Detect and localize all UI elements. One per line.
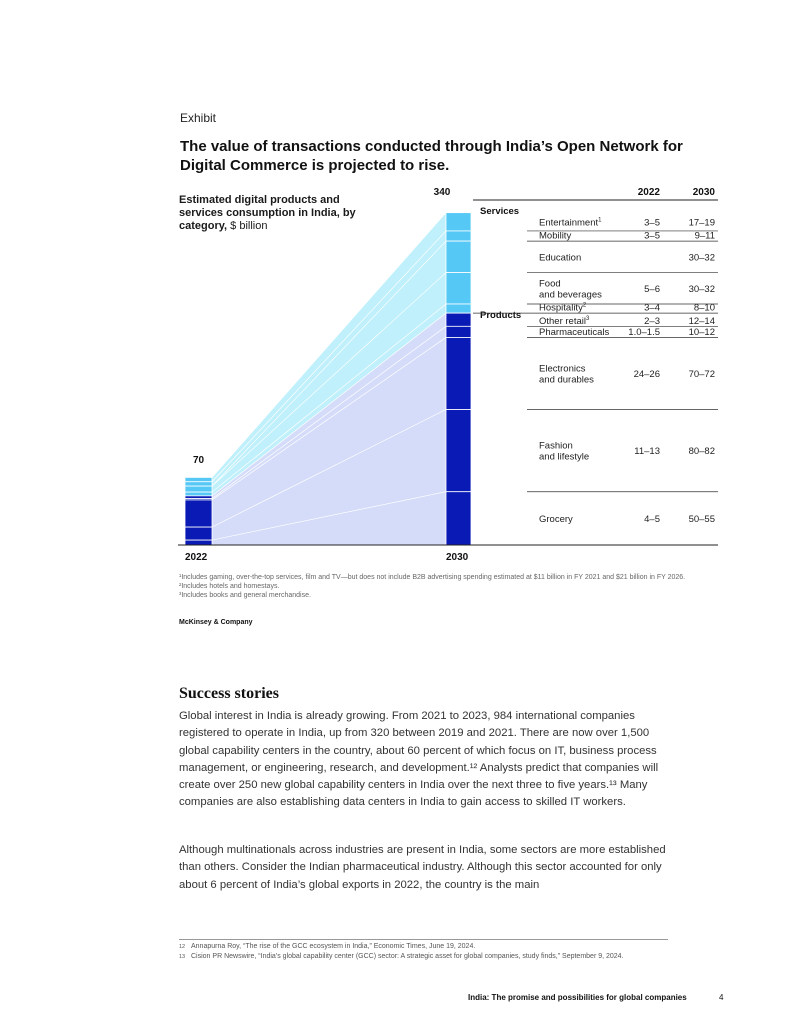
value-2030-3: 30–32 xyxy=(688,252,715,264)
exhibit-title: The value of transactions conducted through India’s Open Network for Digital Commerce is projected to rise. xyxy=(180,138,683,174)
row-label-2 xyxy=(539,231,571,242)
column-header-2022: 2022 xyxy=(637,187,660,198)
chart-subtitle-unit: $ billion xyxy=(227,220,268,232)
row-label-line: and lifestyle xyxy=(539,451,590,463)
row-label-line: and beverages xyxy=(539,289,602,301)
bar-2030-segment-5 xyxy=(446,304,471,313)
row-label-line: Electronics xyxy=(539,363,586,375)
row-label-footnote-mark: 3 xyxy=(586,315,590,322)
bar-2030-segment-7 xyxy=(446,326,471,337)
row-label-line: Grocery xyxy=(539,513,573,525)
row-label-footnote-mark: 2 xyxy=(582,302,587,309)
source-label: McKinsey & Company xyxy=(179,619,253,626)
row-label-line: Other retail xyxy=(539,315,586,327)
endnote-text: Cision PR Newswire, “India’s global capability center (GCC) sector: A strategic asset for global companies, study finds,” September 9, 2024. xyxy=(191,953,624,960)
value-2030-1: 17–19 xyxy=(688,217,715,229)
row-label-5 xyxy=(539,303,587,314)
bar-2030-segment-4 xyxy=(446,273,471,304)
footnote-3: ³Includes books and general merchandise. xyxy=(179,592,311,599)
value-2030-2: 9–11 xyxy=(694,230,715,242)
row-label-line: Mobility xyxy=(539,230,572,242)
bar-2022-segment-10 xyxy=(185,540,212,545)
row-label-line: Pharmaceuticals xyxy=(539,326,610,338)
endnote-text: Annapurna Roy, “The rise of the GCC ecosystem in India,” Economic Times, June 19, 2024. xyxy=(191,943,476,950)
x-axis-label-2022: 2022 xyxy=(185,552,208,563)
value-2022-7: 1.0–1.5 xyxy=(628,326,660,338)
bar-2022-segment-2 xyxy=(185,482,212,486)
row-label-7 xyxy=(539,327,609,338)
value-2022-10: 4–5 xyxy=(644,513,660,525)
page-number: 4 xyxy=(719,993,724,1002)
row-label-footnote-mark: 1 xyxy=(598,217,602,224)
value-2022-6: 2–3 xyxy=(644,315,660,327)
row-label-8 xyxy=(539,364,594,386)
x-axis-label-2030: 2030 xyxy=(446,552,469,563)
value-2022-4: 5–6 xyxy=(644,283,660,295)
bar-2030-segment-1 xyxy=(446,213,471,231)
row-label-3 xyxy=(539,252,581,263)
value-2022-9: 11–13 xyxy=(634,446,660,458)
row-label-4 xyxy=(539,278,602,300)
value-2022-5: 3–4 xyxy=(644,302,660,314)
footnote-1: ¹Includes gaming, over-the-top services, film and TV—but does not include B2B advertising spending estimated at $11 billion in FY 2021 and $21 billion in FY 2026. xyxy=(179,574,686,581)
chart-footnotes xyxy=(179,573,699,600)
endnote-number: 13 xyxy=(179,954,186,960)
value-2030-8: 70–72 xyxy=(688,369,715,381)
footer-title: India: The promise and possibilities for global companies xyxy=(468,993,687,1002)
bar-2022-segment-1 xyxy=(185,477,212,481)
row-label-1 xyxy=(539,217,602,228)
bar-2030-segment-2 xyxy=(446,231,471,241)
endnote-12 xyxy=(179,942,669,952)
bar-2022-segment-4 xyxy=(185,486,212,492)
bar-2030-segment-10 xyxy=(446,492,471,545)
value-2022-2: 3–5 xyxy=(644,230,660,242)
bar-2022-segment-8 xyxy=(185,500,212,527)
row-label-10 xyxy=(539,514,573,525)
row-label-line: Fashion xyxy=(539,440,573,452)
endnote-divider xyxy=(179,939,668,940)
row-label-line: Entertainment xyxy=(539,217,599,229)
chart-subtitle-bold: Estimated digital products and services consumption in India, by category, xyxy=(179,194,356,232)
total-label-2022: 70 xyxy=(192,455,205,466)
section-heading: Success stories xyxy=(179,685,279,702)
group-label-products: Products xyxy=(480,310,522,321)
bar-2022-segment-6 xyxy=(185,496,212,499)
group-label-services: Services xyxy=(480,206,520,217)
bar-2030-segment-8 xyxy=(446,337,471,409)
endnote-number: 12 xyxy=(179,944,186,950)
endnotes xyxy=(179,942,669,962)
row-label-6 xyxy=(539,316,590,327)
bar-2030-segment-6 xyxy=(446,313,471,326)
row-label-line: Hospitality xyxy=(539,302,583,314)
body-paragraph-2: Although multinationals across industries are present in India, some sectors are more established than others. Consider the Indian pharmaceutical industry. Although this sector accounted for only about 6 percent of India’s global exports in 2022, the country is the main xyxy=(179,844,666,891)
exhibit-label: Exhibit xyxy=(180,111,217,125)
value-2030-5: 8–10 xyxy=(693,302,715,314)
value-2022-1: 3–5 xyxy=(644,217,660,229)
value-2030-10: 50–55 xyxy=(688,513,715,525)
footnote-2: ²Includes hotels and homestays. xyxy=(179,583,280,590)
bar-2022-segment-5 xyxy=(185,492,212,496)
endnote-13 xyxy=(179,952,669,962)
body-paragraph-1: Global interest in India is already growing. From 2021 to 2023, 984 international companies registered to operate in India, up from 320 between 2019 and 2021. There are now over 1,500 global capability centers in the country, about 60 percent of which focus on IT, business process management, or engineering, research, and development.¹² Analysts predict that companies will create over 250 new global capability centers in India over the next three to five years.¹³ Many companies are also establishing data centers in India to gain access to skilled IT workers. xyxy=(179,710,659,809)
total-label-2030: 340 xyxy=(433,187,451,198)
value-2030-9: 80–82 xyxy=(688,446,715,458)
bar-2022-segment-9 xyxy=(185,527,212,540)
value-2030-7: 10–12 xyxy=(688,326,715,338)
row-label-line: Education xyxy=(539,252,582,264)
column-header-2030: 2030 xyxy=(692,187,715,198)
value-2030-4: 30–32 xyxy=(688,283,715,295)
bar-2030-segment-9 xyxy=(446,410,471,492)
value-2030-6: 12–14 xyxy=(688,315,715,327)
row-label-line: and durables xyxy=(539,374,594,386)
bar-2030-segment-3 xyxy=(446,241,471,272)
value-2022-8: 24–26 xyxy=(633,369,660,381)
row-label-line: Food xyxy=(539,278,561,290)
row-label-9 xyxy=(539,441,589,463)
